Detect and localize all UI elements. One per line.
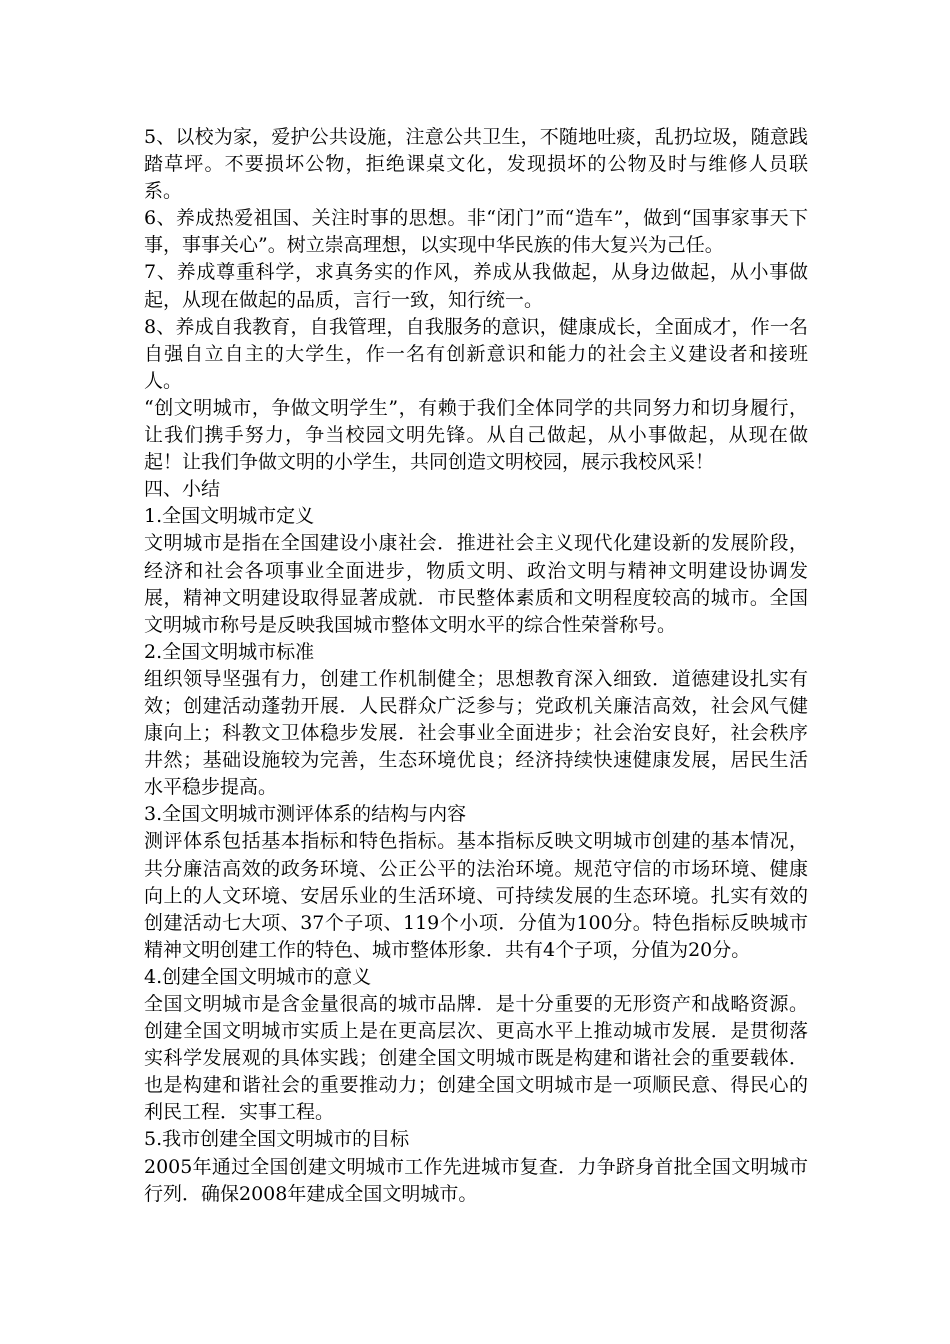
standards-paragraph: 组织领导坚强有力，创建工作机制健全；思想教育深入细致．道德建设扎实有效；创建活动蓬勃开展．人民群众广泛参与；党政机关廉洁高效，社会风气健康向上；科教文卫体稳步发展．社会事业全面进步；社会治安良好，社会秩序井然；基础设施较为完善，生态环境优良；经济持续快速健康发展，居民生活水平稳步提高。 [144, 667, 808, 799]
subheading-goals: 5.我市创建全国文明城市的目标 [144, 1128, 410, 1151]
goals-paragraph: 2005年通过全国创建文明城市工作先进城市复查．力争跻身首批全国文明城市行列．确保2008年建成全国文明城市。 [144, 1155, 808, 1205]
section-heading-summary: 四、小结 [144, 478, 221, 501]
evaluation-system-paragraph: 测评体系包括基本指标和特色指标。基本指标反映文明城市创建的基本情况，共分廉洁高效的政务环境、公正公平的法治环境。规范守信的市场环境、健康向上的人文环境、安居乐业的生活环境、可持续发展的生态环境。扎实有效的创建活动七大项、37个子项、119个小项．分值为100分。特色指标反映城市精神文明创建工作的特色、城市整体形象．共有4个子项，分值为20分。 [144, 830, 808, 961]
item-7-paragraph: 7、养成尊重科学，求真务实的作风，养成从我做起，从身边做起，从小事做起，从现在做起的品质，言行一致，知行统一。 [144, 261, 808, 311]
document-body [144, 124, 808, 1208]
item-6-paragraph: 6、养成热爱祖国、关注时事的思想。非“闭门”而“造车”，做到“国事家事天下事，事事关心”。树立崇高理想，以实现中华民族的伟大复兴为己任。 [144, 207, 808, 257]
closing-paragraph: “创文明城市，争做文明学生”，有赖于我们全体同学的共同努力和切身履行，让我们携手努力，争当校园文明先锋。从自己做起，从小事做起，从现在做起！让我们争做文明的小学生，共同创造文明校园，展示我校风采！ [144, 396, 808, 474]
significance-paragraph: 全国文明城市是含金量很高的城市品牌．是十分重要的无形资产和战略资源。创建全国文明城市实质上是在更高层次、更高水平上推动城市发展．是贯彻落实科学发展观的具体实践；创建全国文明城市既是构建和谐社会的重要载体．也是构建和谐社会的重要推动力；创建全国文明城市是一项顺民意、得民心的利民工程．实事工程。 [144, 993, 808, 1124]
definition-paragraph: 文明城市是指在全国建设小康社会．推进社会主义现代化建设新的发展阶段，经济和社会各项事业全面进步，物质文明、政治文明与精神文明建设协调发展，精神文明建设取得显著成就．市民整体素质和文明程度较高的城市。全国文明城市称号是反映我国城市整体文明水平的综合性荣誉称号。 [144, 532, 808, 636]
subheading-evaluation-system: 3.全国文明城市测评体系的结构与内容 [144, 803, 467, 826]
item-8-paragraph: 8、养成自我教育，自我管理，自我服务的意识，健康成长，全面成才，作一名自强自立自主的大学生，作一名有创新意识和能力的社会主义建设者和接班人。 [144, 315, 808, 392]
item-5-paragraph: 5、以校为家，爱护公共设施，注意公共卫生，不随地吐痰，乱扔垃圾，随意践踏草坪。不要损坏公物，拒绝课桌文化，发现损坏的公物及时与维修人员联系。 [144, 126, 808, 203]
subheading-significance: 4.创建全国文明城市的意义 [144, 965, 372, 988]
subheading-standards: 2.全国文明城市标准 [144, 640, 315, 663]
subheading-definition: 1.全国文明城市定义 [144, 505, 315, 528]
